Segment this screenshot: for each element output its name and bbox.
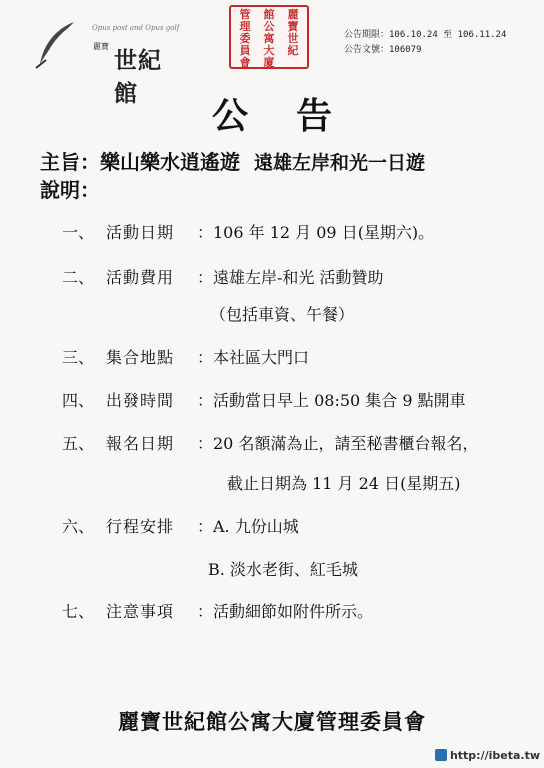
subject-main: 樂山樂水逍遙遊 <box>100 150 240 174</box>
seal-column: 麗寶世紀 <box>287 8 299 57</box>
notice-doc-number: 公告文號：106079 <box>344 45 422 55</box>
watermark-url: http://ibeta.tw <box>449 749 540 762</box>
logo-script-text: Opus post and Opus golf <box>92 24 180 32</box>
logo-small-text: 麗寶 <box>93 42 109 51</box>
item-content: ：20 名額滿為止，請至秘書櫃台報名， <box>197 434 479 453</box>
item-label: 出發時間 <box>106 391 175 410</box>
item-label: 活動費用 <box>106 268 175 287</box>
item-content: ：本社區大門口 <box>197 348 310 367</box>
footer-signature: 麗寶世紀館公寓大廈管理委員會 <box>118 709 426 734</box>
item-content: ：A. 九份山城 <box>197 517 299 536</box>
logo <box>34 14 180 107</box>
item-content: ：活動當日早上 08:50 集合 9 點開車 <box>197 391 466 410</box>
notice-meta <box>344 28 506 58</box>
item-content: ：106 年 12 月 09 日(星期六)。 <box>197 223 435 242</box>
item-number: 一、 <box>62 223 95 242</box>
feather-logo-icon <box>34 20 78 70</box>
item-content: ：活動細節如附件所示。 <box>197 602 374 621</box>
item-label: 注意事項 <box>106 602 175 621</box>
site-logo-icon <box>435 749 447 761</box>
item-label: 報名日期 <box>106 434 175 453</box>
explain-label: 說明： <box>40 178 100 202</box>
item-number: 五、 <box>62 434 95 453</box>
item-label: 集合地點 <box>106 348 175 367</box>
item-content: ：遠雄左岸-和光 活動贊助 <box>197 268 384 287</box>
subject-label: 主旨： <box>40 150 100 174</box>
red-seal-stamp <box>229 5 309 69</box>
item-label: 活動日期 <box>106 223 175 242</box>
seal-column: 管理委員會 <box>239 8 251 69</box>
subject-sub: 遠雄左岸和光一日遊 <box>254 152 426 174</box>
item-number: 四、 <box>62 391 95 410</box>
subject-line <box>40 146 425 175</box>
item-continuation: （包括車資、午餐） <box>210 305 355 324</box>
item-number: 六、 <box>62 517 95 536</box>
watermark <box>435 749 540 762</box>
seal-column: 館公寓大廈 <box>263 8 275 69</box>
logo-brand-text: 世紀館 <box>114 48 162 107</box>
item-number: 三、 <box>62 348 95 367</box>
notice-period: 公告期限：106.10.24 至 106.11.24 <box>344 30 507 40</box>
item-number: 二、 <box>62 268 95 287</box>
item-number: 七、 <box>62 602 95 621</box>
item-continuation: B. 淡水老街、紅毛城 <box>208 560 358 579</box>
item-label: 行程安排 <box>106 517 175 536</box>
item-continuation: 截止日期為 11 月 24 日(星期五) <box>227 474 461 493</box>
page-title: 公告 <box>211 95 380 137</box>
